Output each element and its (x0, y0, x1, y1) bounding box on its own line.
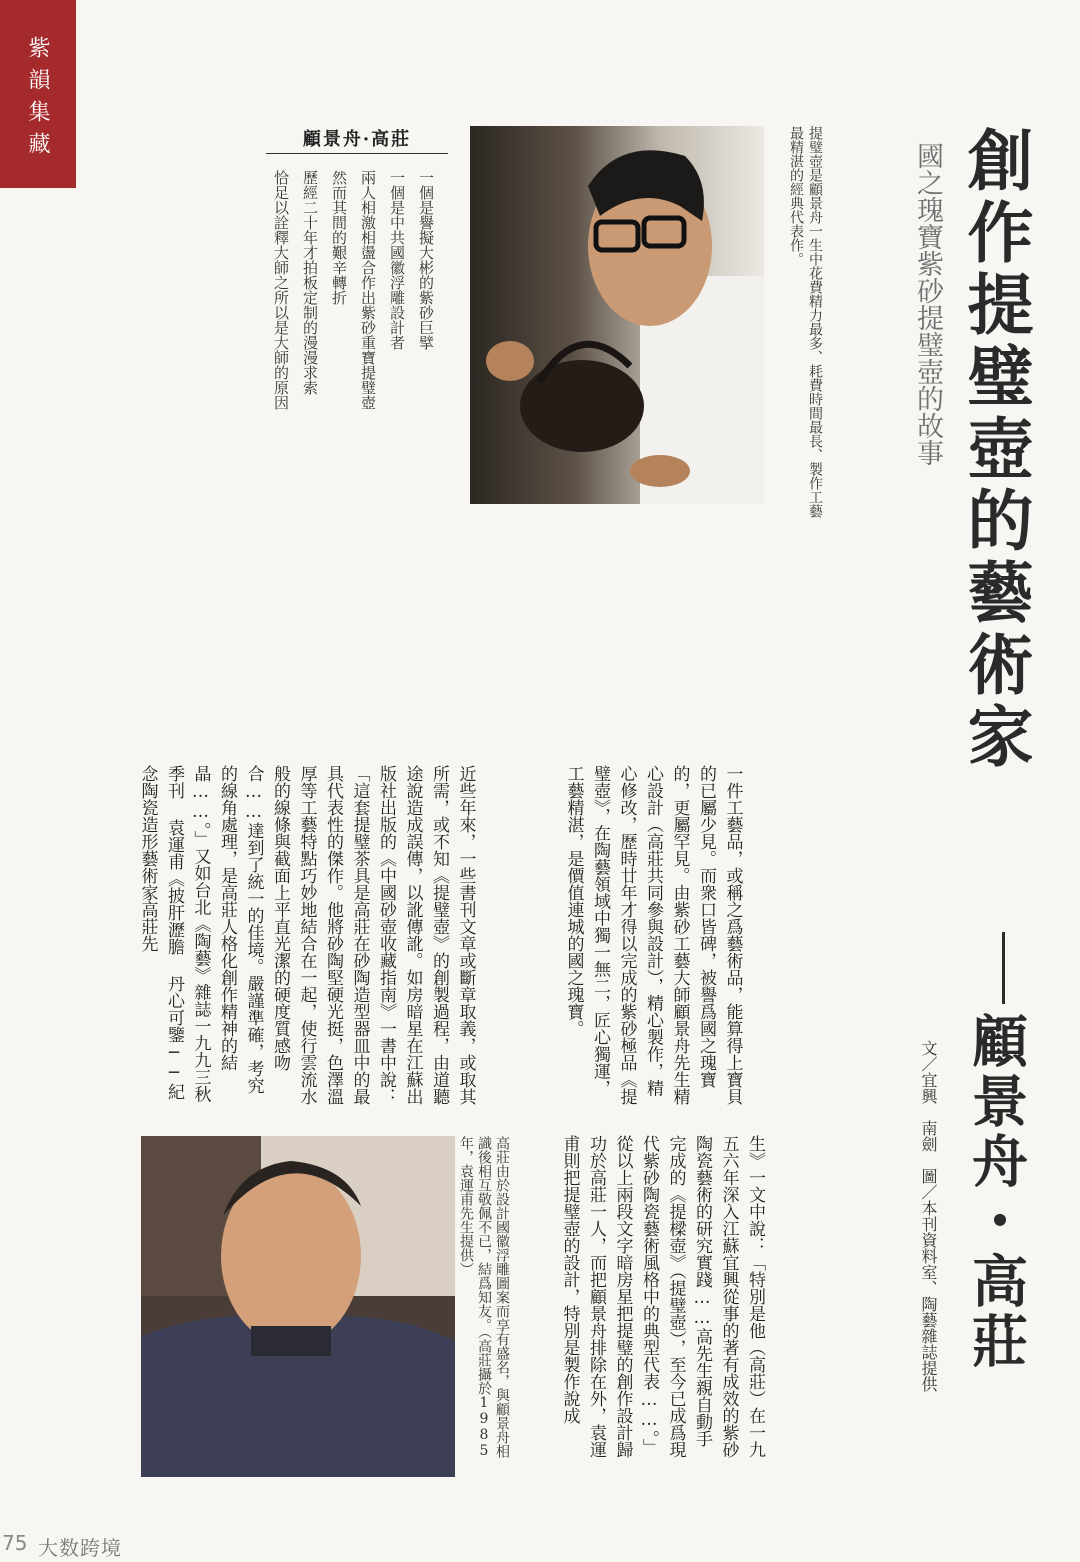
body-text-middle: 近些年來，一些書刊文章或斷章取義，或取其所需，或不知《提璧壺》的創製過程，由道聽途說造成誤傳，以訛傳訛。如房暗星在江蘇出版社出版的《中國砂壺收藏指南》一書中說：「這套提璧茶具是高莊在砂陶造型器皿中的最具代表性的傑作。他將砂陶堅硬光挺，色澤溫厚等工藝特點巧妙地結合在一起，使行雲流水般的線條與截面上平直光潔的硬度質感吻合……達到了統一的佳境。嚴謹準確，考究的線角處理，是高莊人格化創作精神的結晶……。」又如台北《陶藝》雜誌一九九三秋季刊 袁運甫《披肝瀝膽 丹心可鑒──紀念陶瓷造形藝術家高莊先 (137, 765, 476, 1105)
section-tab-label: 紫韻集藏 (25, 36, 50, 164)
sidebar-line: 歷經二十年才拍板定制的漫漫求索 (301, 170, 319, 395)
photo-gu-jingzhou-with-teapot (470, 126, 764, 504)
artist-names: 顧景舟・高莊 (963, 1012, 1029, 1372)
sidebar-line: 兩人相激相盪合作出紫砂重寶提璧壺 (359, 170, 377, 410)
sidebar-line: 一個是中共國徽浮雕設計者 (388, 170, 406, 350)
article-title: 創作提璧壺的藝術家 (956, 126, 1034, 774)
body-text-bottom: 生》一文中說：「特別是他（高莊）在一九五六年深入江蘇宜興從事的著有成效的紫砂陶瓷藝術的研究實踐……高先生親自動手完成的《提樑壺》（提璧壺），至今已成爲現代紫砂陶瓷藝術風格中的典型代表……。」從以上兩段文字暗房星把提璧的創作設計歸功於高莊一人，而把顧景舟排除在外，袁運甫則把提璧壺的設計，特別是製作說成 (559, 1135, 765, 1458)
sidebar-line: 一個是譽擬大彬的紫砂巨擘 (417, 170, 435, 350)
author-credit: 文／宜興 南劍 圖／本刊資料室、陶藝雜誌提供 (919, 1040, 938, 1392)
watermark-text: 大数跨境 (38, 1536, 122, 1560)
photo-caption-2: 高莊由於設計國徽浮雕圖案而享有盛名，與顧景舟相識後相互敬佩不已，結爲知友。（高莊攝於1985年，袁運甫先生提供） (458, 1136, 510, 1459)
body-text-right: 一件工藝品，或稱之爲藝術品，能算得上寶貝的已屬少見。而衆口皆碑，被譽爲國之瑰寶的，更屬罕見。由紫砂工藝大師顧景舟先生精心設計（高莊共同參與設計），精心製作，精心修改，歷時廿年才得以完成的紫砂極品《提璧壺》，在陶藝領域中獨一無二，匠心獨運，工藝精湛，是價值連城的國之瑰寶。 (563, 765, 743, 1105)
article-subtitle: 國之瑰寶紫砂提璧壺的故事 (912, 142, 943, 466)
page-number: 75 (2, 1531, 28, 1555)
photo-gao-zhuang-portrait (141, 1136, 455, 1477)
sidebar-line: 恰足以詮釋大師之所以是大師的原因 (272, 170, 290, 410)
title-dash (1002, 932, 1005, 1004)
sidebar-line: 然而其間的艱辛轉折 (330, 170, 348, 305)
sidebar-title: 顧景舟·高莊 (266, 125, 448, 154)
sidebar-text (266, 170, 440, 470)
photo-caption-1: 提璧壺是顧景舟一生中花費精力最多、耗費時間最長、製作工藝最精湛的經典代表作。 (788, 126, 823, 518)
